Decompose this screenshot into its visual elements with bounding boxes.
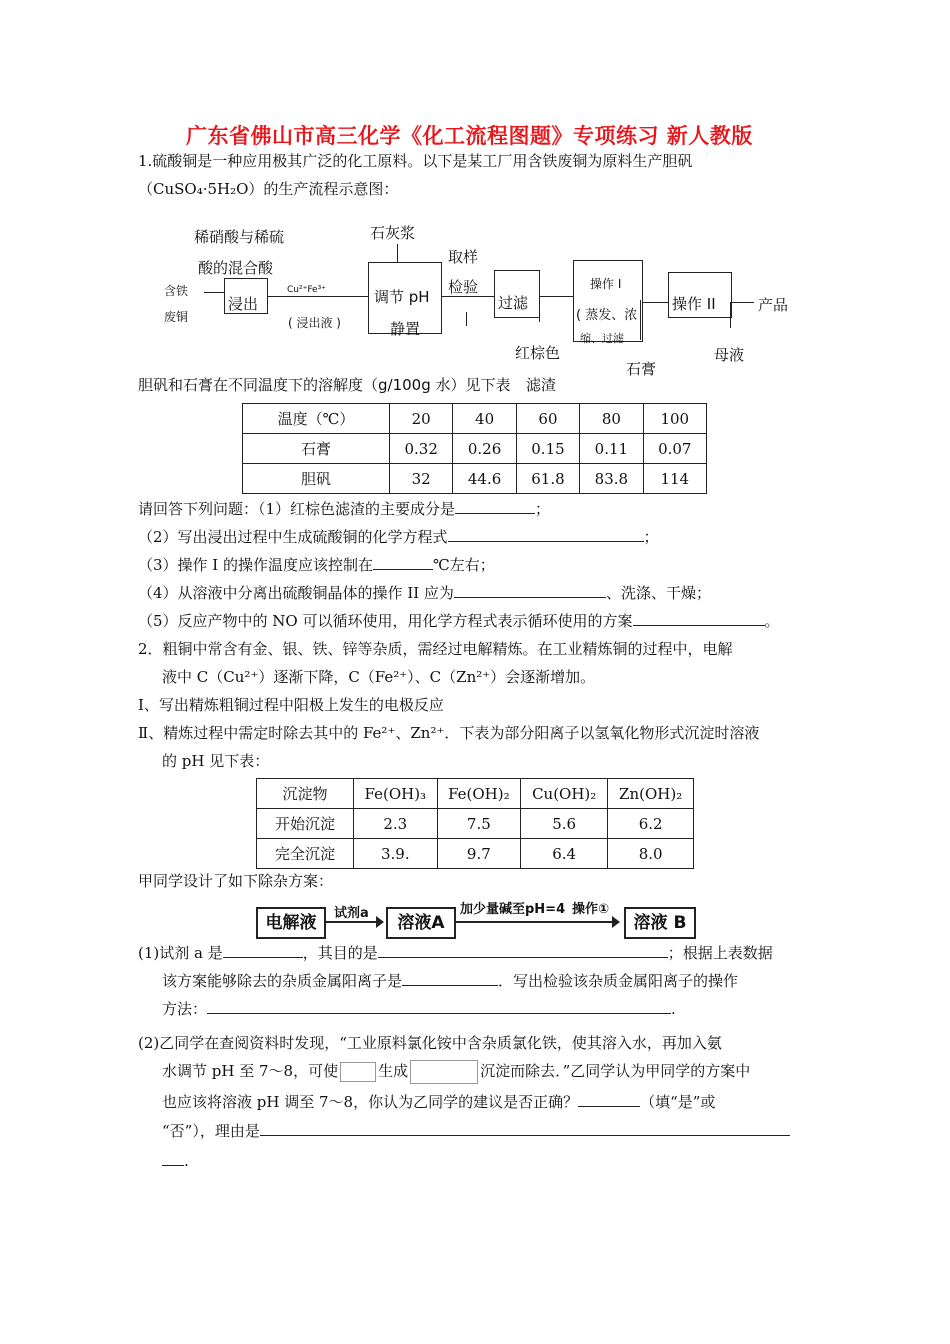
q1-question-4 [138,582,711,604]
q2-sub1-line2 [162,970,738,992]
punct: . [671,1000,676,1018]
arrow-op1-down [640,300,641,340]
punct: . [184,1152,189,1170]
question-text: 也应该将溶液 pH 调至 7～8，你认为乙同学的建议是否正确？ [162,1093,579,1111]
answer-blank[interactable] [373,554,433,570]
table-cell: 2.3 [354,809,438,839]
q2-part1: Ⅰ、写出精炼粗铜过程中阳极上发生的电极反应 [138,696,444,714]
q1-intro-line2: （CuSO₄·5H₂O）的生产流程示意图： [138,180,399,198]
q1-question-3 [138,554,495,576]
q2-sub1-line1 [138,942,773,964]
leach-liquid-label: ( 浸出液 ) [288,316,341,330]
table-cell: 61.8 [516,464,579,494]
table-cell: 5.6 [521,809,608,839]
table-cell: 0.26 [453,434,516,464]
page-title: 广东省佛山市高三化学《化工流程图题》专项练习 新人教版 [186,124,753,148]
question-suffix: ℃左右； [433,556,495,574]
scheme-intro: 甲同学设计了如下除杂方案： [138,872,334,890]
question-text: ．写出检验该杂质金属阳离子的操作 [498,972,739,990]
table-cell: 114 [643,464,706,494]
question-text: （4）从溶液中分离出硫酸铜晶体的操作 II 应为 [138,584,454,602]
q1-question-2 [138,526,659,548]
table-cell: 6.4 [521,839,608,869]
arrow-filter-down [539,300,540,322]
sample-label-1: 取样 [448,248,479,266]
punct: ； [643,528,659,546]
arrow-lime-down [397,244,398,262]
table-cell: 20 [390,404,453,434]
formula-image-icon [410,1060,478,1084]
table-row [243,404,707,434]
q2-sub2-line3 [162,1091,715,1113]
table-cell: 0.15 [516,434,579,464]
table-cell: 0.32 [390,434,453,464]
answer-blank[interactable] [578,1091,640,1107]
table-cell: 7.5 [437,809,521,839]
question-text: “否”），理由是 [162,1122,260,1140]
question-text: 方法： [162,1000,208,1018]
table-cell: 完全沉淀 [257,839,354,869]
arrow-raw-to-leach [204,292,224,293]
table-cell: 胆矾 [243,464,390,494]
flow-raw-label-2: 废铜 [164,310,189,324]
arrow-sample-up [466,312,467,326]
op1-label-1: 操作 I [590,277,622,291]
table-cell: 8.0 [608,839,694,869]
question-text: 沉淀而除去．”乙同学认为甲同学的方案中 [480,1062,751,1080]
answer-blank[interactable] [162,1150,184,1166]
question-text: （5）反应产物中的 NO 可以循环使用，用化学方程式表示循环使用的方案 [138,612,633,630]
flow-raw-label-1: 含铁 [164,284,189,298]
question-suffix: 、洗涤、干燥； [605,584,711,602]
question-text: 请回答下列问题：（1）红棕色滤渣的主要成分是 [138,500,456,518]
answer-blank[interactable] [448,526,644,542]
flow-acid-label-2: 酸的混合酸 [198,259,274,277]
table-cell: 沉淀物 [257,779,354,809]
q2-sub1-line3 [162,998,676,1020]
table-cell: 40 [453,404,516,434]
scheme-box-electrolyte: 电解液 [256,907,326,939]
filter-label: 过滤 [498,294,529,312]
answer-blank[interactable] [402,970,498,986]
scheme-arrow1-label: 试剂a [334,906,369,921]
ph-table [256,778,694,869]
table-cell: 83.8 [580,464,643,494]
redbrown-label-1: 红棕色 [515,344,561,362]
scheme-arrow2-label: 加少量碱至pH=4 [460,902,566,917]
scheme-arrow-1 [326,921,380,923]
q2-part2-line1: Ⅱ、精炼过程中需定时除去其中的 Fe²⁺、Zn²⁺．下表为部分阳离子以氢氧化物形式沉淀时溶液 [138,724,760,742]
q2-sub2-line2 [162,1060,750,1084]
arrow-op1-to-op2 [642,302,668,303]
question-text: 水调节 pH 至 7～8，可使 [162,1062,339,1080]
arrow-leach-to-adjust [268,296,368,297]
question-text: ，其目的是 [302,944,378,962]
arrow-op2-to-product [730,302,754,303]
q2-sub2-line5 [162,1150,189,1172]
arrow-adjust-to-filter [442,296,494,297]
answer-blank[interactable] [378,942,668,958]
mother-liquor-label: 母液 [714,346,745,364]
answer-blank[interactable] [260,1120,790,1136]
table-cell: 60 [516,404,579,434]
question-text: （3）操作 I 的操作温度应该控制在 [138,556,374,574]
solubility-intro: 胆矾和石膏在不同温度下的溶解度（g/100g 水）见下表 [138,376,511,394]
arrow-filter-to-op1 [540,296,573,297]
table-cell: 100 [643,404,706,434]
question-text: 生成 [378,1062,409,1080]
table-row [243,464,707,494]
op2-label: 操作 II [672,295,716,313]
question-text: ；根据上表数据 [667,944,773,962]
scheme-arrowhead-1 [376,916,384,928]
q1-question-5 [138,610,780,632]
q1-intro-line1: 1.硫酸铜是一种应用极其广泛的化工原料。以下是某工厂用含铁废铜为原料生产胆矾 [138,152,693,170]
question-text: （填“是”或 [640,1093,716,1111]
table-cell: 3.9. [354,839,438,869]
solubility-table [242,403,707,494]
table-cell: Fe(OH)₃ [354,779,438,809]
flow-acid-label-1: 稀硝酸与稀硫 [194,228,285,246]
redbrown-label-2: 滤渣 [526,376,557,394]
leach-label: 浸出 [228,295,259,313]
q2-part2-line2: 的 pH 见下表： [162,752,270,770]
table-cell: Cu(OH)₂ [521,779,608,809]
table-cell: 32 [390,464,453,494]
q2-sub2-line1: (2)乙同学在查阅资料时发现，“工业原料氯化铵中含杂质氯化铁，使其溶入水，再加入氨 [138,1034,722,1052]
scheme-arrow-2 [456,921,616,923]
q2-line1: 2．粗铜中常含有金、银、铁、锌等杂质，需经过电解精炼。在工业精炼铜的过程中，电解 [138,640,733,658]
table-cell: 温度（℃） [243,404,390,434]
q2-line2: 液中 C（Cu²⁺）逐渐下降，C（Fe²⁺）、C（Zn²⁺）会逐渐增加。 [162,668,596,686]
table-cell: 6.2 [608,809,694,839]
punct: 。 [764,612,780,630]
adjust-label-1: 调节 pH [374,288,430,306]
gypsum-label: 石膏 [626,360,657,378]
question-text: 该方案能够除去的杂质金属阳离子是 [162,972,403,990]
q2-sub2-line4 [162,1120,790,1142]
leach-ions: Cu²⁺Fe³⁺ [287,285,326,295]
table-cell: Zn(OH)₂ [608,779,694,809]
scheme-arrow3-label: 操作① [572,902,610,917]
question-text: （2）写出浸出过程中生成硫酸铜的化学方程式 [138,528,448,546]
answer-blank[interactable] [207,998,671,1014]
question-text: (1)试剂 a 是 [138,944,223,962]
answer-blank[interactable] [223,942,303,958]
answer-blank[interactable] [455,498,535,514]
answer-blank[interactable] [454,582,606,598]
punct: ； [535,500,551,518]
adjust-label-2: 静置 [390,320,421,338]
table-row [257,839,694,869]
q1-question-1 [138,498,550,520]
op1-label-3: 缩、过滤 [580,332,624,345]
arrow-op2-down [730,302,731,328]
scheme-box-solution-a: 溶液A [386,907,456,939]
scheme-box-solution-b: 溶液 B [624,907,696,939]
table-row [257,779,694,809]
formula-image-icon [340,1062,376,1082]
table-cell: 开始沉淀 [257,809,354,839]
sample-label-2: 检验 [448,278,479,296]
table-cell: 0.11 [580,434,643,464]
table-cell: 44.6 [453,464,516,494]
table-cell: 石膏 [243,434,390,464]
table-cell: 9.7 [437,839,521,869]
op1-label-2: ( 蒸发、浓 [576,308,638,323]
table-cell: 80 [580,404,643,434]
lime-label: 石灰浆 [370,224,416,242]
answer-blank[interactable] [633,610,765,626]
product-label: 产品 [758,296,789,314]
table-row [243,434,707,464]
scheme-arrowhead-2 [612,916,620,928]
table-cell: Fe(OH)₂ [437,779,521,809]
table-row [257,809,694,839]
table-cell: 0.07 [643,434,706,464]
